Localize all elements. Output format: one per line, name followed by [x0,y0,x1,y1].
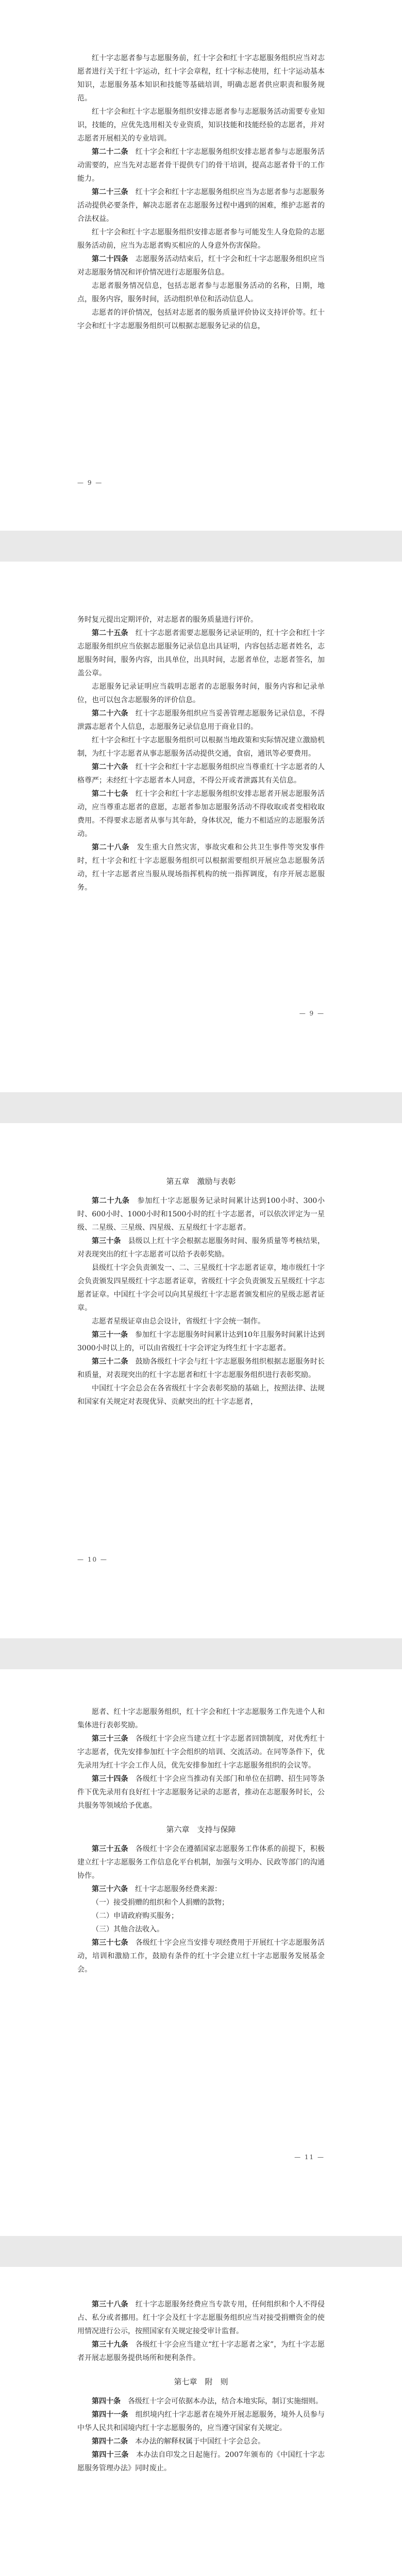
article-paragraph [77,707,325,734]
article-paragraph [77,2448,325,2475]
page-gap [0,1092,402,1123]
article-number: 第二十六条 [92,709,128,718]
paragraph-text: 各级红十字会应当建立“红十字志愿者之家”，为红十字志愿者开展志愿服务提供场所和便利条件。 [77,2341,325,2362]
article-number: 第三十六条 [92,1885,128,1893]
article-number: 第二十七条 [92,790,128,798]
article-paragraph [77,2408,325,2435]
chapter-heading: 第七章 附 则 [174,2377,228,2386]
article-number: 第三十四条 [92,1775,128,1783]
paragraph-text: 红十字会和红十字志愿服务组织安排志愿者开展志愿服务活动，应当尊重志愿者的意愿，志愿者参加志愿服务活动不得收取或者变相收取费用。不得要求志愿者从事与其年龄，身体状况，能力不相适应的志愿服务活动。 [77,790,325,838]
article-number: 第二十八条 [92,843,129,852]
page-body [0,1123,402,1409]
article-paragraph [77,226,325,252]
list-item [77,1923,325,1936]
article-paragraph [77,680,325,707]
page-gap [0,2236,402,2267]
paragraph-text: 红十字会和红十字志愿服务组织安排志愿者参与可能发生人身危险的志愿服务活动前，应当为志愿者购买相应的人身意外伤害保险。 [77,228,325,250]
chapter-heading: 第五章 激励与表彰 [166,1177,236,1186]
paragraph-text: 县级红十字会负责颁发一、二、三星级红十字志愿者证章，地市级红十字会负责颁发四星级红十字志愿者证章，省级红十字会负责颁发五星级红十字志愿者证章。中国红十字会可以向其星级红十字志愿者颁发相应的星级志愿者证章。 [77,1264,325,1312]
article-number: 第三十条 [92,1237,121,1245]
article-paragraph [77,841,325,894]
paragraph-text: 志愿服务记录证明应当载明志愿者的志愿服务时间，服务内容和记录单位，也可以包含志愿服务的评价信息。 [77,683,325,704]
paragraph-text: 务时复元提出定期评价，对志愿者的服务质量进行评价。 [77,616,258,624]
article-paragraph [77,760,325,787]
paragraph-text: 参加红十字志愿服务时间累计达到10年且服务时间累计达到3000小时以上的，可以由省级红十字会评定为终生红十字志愿者。 [77,1331,325,1352]
page-body [0,1669,402,1976]
page-number: — 11 — [294,2154,325,2161]
article-number: 第三十二条 [92,1358,128,1366]
page-number: — 10 — [77,1556,108,1563]
article-paragraph [77,1772,325,1812]
article-paragraph [77,145,325,185]
article-paragraph [77,105,325,145]
article-paragraph [77,2338,325,2365]
article-number: 第四十三条 [92,2451,129,2459]
article-number: 第三十五条 [92,1845,128,1853]
article-number: 第三十八条 [92,2300,128,2309]
article-paragraph [77,252,325,279]
article-paragraph [77,2395,325,2408]
paragraph-text: 各级红十字会在遵循国家志愿服务工作体系的前提下，积极建立红十字志愿服务工作信息化平台机制，加强与文明办、民政等部门的沟通协作。 [77,1845,325,1880]
article-number: 第三十一条 [92,1331,128,1339]
page-body [0,0,402,333]
article-number: 第二十四条 [92,255,128,263]
paragraph-text: 愿者、红十字志愿服务组织，红十字会和红十字志愿服务工作先进个人和集体进行表彰奖励。 [77,1708,325,1730]
article-paragraph [77,1315,325,1328]
paragraph-text: 参加红十字志愿服务记录时间累计达到100小时、300小时、600小时、1000小时和1500小时的红十字志愿者，可以依次评定为一星级、二星级、三星级、四星级、五星级红十字志愿者。 [77,1197,325,1232]
paragraph-text: 红十字志愿者参与志愿服务前，红十字会和红十字志愿服务组织应当对志愿者进行关于红十字运动，红十字会章程，红十字标志使用，红十字运动基本知识，志愿服务基本知识和技能等基础培训，明确志愿者供应职责和服务规范。 [77,54,325,103]
paragraph-text: 红十字会和红十字志愿服务组织可以根据当地政策和实际情况建立激励机制，为红十字志愿者从事志愿服务活动提供交通，食宿，通讯等必要费用。 [77,736,325,758]
article-paragraph [77,1732,325,1772]
paragraph-text: （一）接受捐赠的组织和个人捐赠的款物； [92,1899,229,1907]
paragraph-text: 红十字志愿服务经费来源： [135,1885,222,1893]
article-paragraph [77,52,325,105]
article-paragraph [77,2435,325,2448]
paragraph-text: 志愿者星级证章由总会设计，省级红十字会统一制作。 [92,1317,265,1326]
article-number: 第二十五条 [92,629,128,637]
paragraph-text: 各级红十字会应当安排专项经费用于开展红十字志愿服务活动，培训和激励工作，鼓励有条件的红十字会建立红十字志愿服务发展基金会。 [77,1939,325,1974]
page-number: — 9 — [77,479,103,486]
document-page [0,0,402,531]
article-paragraph [77,626,325,680]
page-body [0,562,402,894]
article-number: 第二十九条 [92,1197,130,1205]
article-paragraph [77,1355,325,1382]
paragraph-text: 中国红十字会总会在各省级红十字会表彰奖励的基础上，按照法律、法规和国家有关规定对表现优异、贡献突出的红十字志愿者， [77,1384,325,1406]
paragraph-text: 组织境内红十字志愿者在境外开展志愿服务，境外人员参与中华人民共和国境内红十字志愿服务的，应当遵守国家有关规定。 [77,2411,325,2432]
paragraph-text: 志愿服务活动结束后，红十字会和红十字志愿服务组织应当对志愿服务情况和评价情况进行志愿服务信息。 [77,255,325,277]
paragraph-text: 各级红十字会应当推动有关部门和单位在招聘、招生同等条件下优先录用有良好红十字志愿服务记录的志愿者，推动在志愿服务时长，公共服务等领域给予优惠。 [77,1775,325,1810]
article-paragraph [77,306,325,333]
article-paragraph [77,1234,325,1261]
article-paragraph [77,1328,325,1355]
document-page [0,2267,402,2576]
paragraph-text: 红十字志愿服务组织应当妥善管理志愿服务记录信息，不得泄露志愿者个人信息，志愿服务记录信息用于商业目的。 [77,709,325,731]
document-page [0,1123,402,1638]
document-page [0,562,402,1092]
list-item [77,1896,325,1909]
paragraph-text: 红十字会和红十字志愿服务组织安排志愿者参与志愿服务活动需要专业知识，技能的，应优先选用相关专业资质，知识技能和技能经验的志愿者，并对志愿者开展相关的专业培训。 [77,108,325,143]
paragraph-text: 红十字志愿者需要志愿服务记录证明的，红十字会和红十字志愿服务组织应当依据志愿服务记录信息出具证明，内容包括志愿者姓名，志愿服务时间，服务内容，出具单位，出具时间，志愿者单位，志愿者签名，加盖公章。 [77,629,325,677]
paragraph-text: 志愿者服务情况信息，包括志愿者参与志愿服务活动的名称，日期，地点，服务内容，服务时间，活动组织单位和活动信息人。 [77,282,325,303]
article-number: 第三十七条 [92,1939,128,1947]
paragraph-text: 红十字会和红十字志愿服务组织应当尊重红十字志愿者的人格尊严；未经红十字志愿者本人同意，不得公开或者泄露其有关信息。 [77,763,325,785]
paragraph-text: 鼓励各级红十字会与红十字志愿服务组织根据志愿服务时长和质量，对表现突出的红十字志愿者和红十字志愿服务组织进行表彰奖励。 [77,1358,325,1379]
article-paragraph [77,1382,325,1409]
article-paragraph [77,185,325,226]
paragraph-text: （二）申请政府购买服务； [92,1912,178,1920]
article-paragraph [77,1936,325,1976]
article-number: 第四十二条 [92,2437,128,2446]
paragraph-text: （三）其他合法收入。 [92,1925,164,1934]
page-body [0,2267,402,2475]
paragraph-text: 各级红十字会应当建立红十字志愿者回馈制度，对优秀红十字志愿者，优先安排参加红十字会组织的培训、交流活动。在同等条件下，优先录用为红十字会工作人员，优先安排参加红十字志愿服务组织的会议等。 [77,1735,325,1770]
page-number: — 9 — [299,1010,325,1017]
paragraph-text: 本办法的解释权属于中国红十字会总会。 [135,2437,265,2446]
article-paragraph [77,2298,325,2338]
article-paragraph [77,734,325,760]
article-number: 第二十六条 [92,763,128,771]
paragraph-text: 红十字志愿服务经费应当专款专用，任何组织和个人不得侵占、私分或者挪用。红十字会及红十字志愿服务组织应当对接受捐赠资金的使用情况进行公示，按照国家有关规定接受审计监督。 [77,2300,325,2335]
article-paragraph [77,1194,325,1234]
article-paragraph [77,279,325,306]
paragraph-text: 红十字会和红十字志愿服务组织应当为志愿者参与志愿服务活动提供必要条件，解决志愿者在志愿服务过程中遇到的困难，维护志愿者的合法权益。 [77,188,325,223]
paragraph-text: 红十字会和红十字志愿服务组织安排志愿者参与志愿服务活动需要的，应当先对志愿者骨干提供专门的骨干培训，提高志愿者骨干的工作能力。 [77,148,325,183]
article-paragraph [77,1883,325,1896]
article-number: 第二十三条 [92,188,128,196]
list-item [77,1909,325,1923]
article-number: 第三十三条 [92,1735,128,1743]
article-paragraph [77,613,325,626]
article-paragraph [77,787,325,841]
article-paragraph [77,1842,325,1883]
article-number: 第四十一条 [92,2411,128,2419]
article-number: 第三十九条 [92,2341,128,2349]
paragraph-text: 各级红十字会可依据本办法，结合本地实际，制订实施细则。 [128,2397,323,2405]
paragraph-text: 县级以上红十字会根据志愿服务时间、服务质量等考核结果，对表现突出的红十字志愿者可以给予表彰奖励。 [77,1237,325,1259]
page-gap [0,531,402,562]
paragraph-text: 本办法自印发之日起施行。2007年颁布的《中国红十字志愿服务管理办法》同时废止。 [77,2451,325,2472]
article-number: 第四十条 [92,2397,121,2405]
article-paragraph [77,1261,325,1315]
article-number: 第二十二条 [92,148,128,156]
chapter-heading: 第六章 支持与保障 [166,1825,236,1834]
document-page [0,1669,402,2236]
paragraph-text: 发生重大自然灾害，事故灾难和公共卫生事件等突发事件时，红十字会和红十字志愿服务组织可以根据需要组织开展应急志愿服务活动，红十字志愿者应当服从现场指挥机构的统一指挥调度，有序开展志愿服务。 [77,843,325,892]
paragraph-text: 志愿者的评价情况，包括对志愿者的服务质量评价协议支持评价等。红十字会和红十字志愿服务组织可以根据志愿服务记录的信息， [77,309,325,330]
article-paragraph [77,1705,325,1732]
page-gap [0,1638,402,1669]
